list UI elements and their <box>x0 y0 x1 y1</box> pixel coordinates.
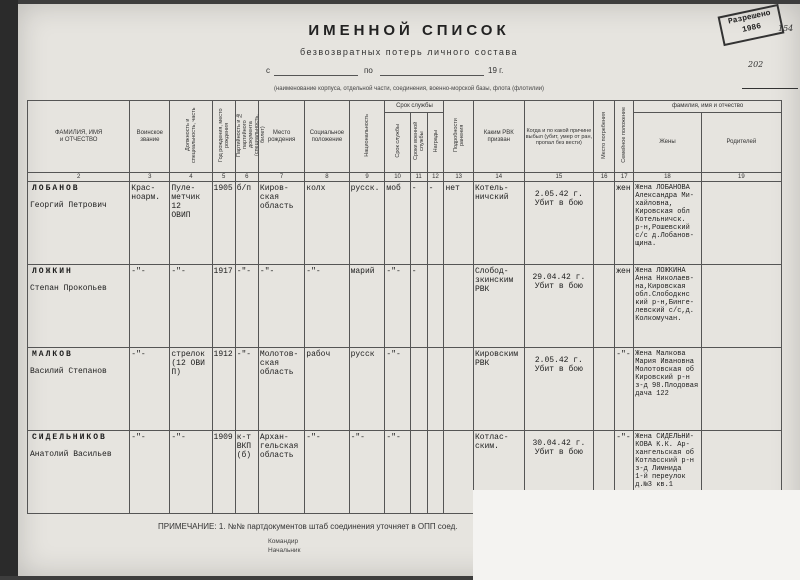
party-cell <box>235 265 258 348</box>
col11-cell <box>427 182 444 265</box>
date-reason-cell <box>524 182 594 265</box>
date-reason-cell <box>524 348 594 431</box>
name-cell <box>28 431 130 514</box>
header-parents: Родителей <box>701 113 781 173</box>
column-number-row <box>28 173 782 182</box>
column-number: 19 <box>701 173 781 182</box>
parents <box>702 182 781 186</box>
header-name: ФАМИЛИЯ, ИМЯ и ОТЧЕСТВО <box>28 101 130 173</box>
rvk-cell <box>473 182 524 265</box>
last-name: ЛОЖКИН <box>32 267 73 276</box>
party: к-т ВКП(б) <box>236 433 252 460</box>
name-cell <box>28 265 130 348</box>
birth-year: 1912 <box>213 350 233 359</box>
col12-cell <box>444 431 474 514</box>
wife: Жена ЛОБАНОВА Александра Ми- хайловна, Кировская обл Котельничск. р-н,Рошевский с/с д.Лобанов- щина. <box>635 184 695 248</box>
social: -"- <box>306 433 321 442</box>
first-names: Георгий Петрович <box>30 201 107 210</box>
header-service-group: Срок службы <box>385 101 444 113</box>
page-edge <box>0 0 18 576</box>
column-number: 6 <box>235 173 258 182</box>
col10: - <box>411 267 417 276</box>
header-service-dates: Сроки военной службы <box>410 113 427 173</box>
col12-cell <box>444 265 474 348</box>
birth-year-cell <box>212 182 235 265</box>
column-number: 13 <box>444 173 474 182</box>
col11: - <box>428 184 434 193</box>
nationality-cell <box>349 265 385 348</box>
wife: Жена СИДЕЛЬНИ- КОВА К.К. Ар- хангельская об Котласский р-н з-д Лимнида 1-й переулок д.№3 кв.1 <box>635 433 695 489</box>
date-mid: по <box>364 66 373 75</box>
rank: Крас- ноарм. <box>131 184 161 202</box>
column-number: 17 <box>615 173 634 182</box>
wife-cell <box>634 348 701 431</box>
header-rvk: Каким РВК призван <box>473 101 524 173</box>
header-birthplace: Место рождения <box>258 101 304 173</box>
position: Пуле- метчик 12 ОВИП <box>171 184 201 220</box>
col12 <box>444 348 473 352</box>
column-number: 12 <box>427 173 444 182</box>
name-cell <box>28 182 130 265</box>
table-row <box>28 265 782 348</box>
birth-year: 1917 <box>213 267 233 276</box>
footer-note: ПРИМЕЧАНИЕ: 1. №№ партдокументов штаб соединения уточняет в ОПП соед. <box>158 522 458 531</box>
birthplace: Архан- гельская область <box>259 433 299 460</box>
column-number: 15 <box>524 173 594 182</box>
col11-cell <box>427 265 444 348</box>
birthplace-cell <box>258 182 304 265</box>
rank-cell <box>130 348 170 431</box>
column-number: 3 <box>130 173 170 182</box>
column-number: 7 <box>258 173 304 182</box>
losses-table <box>27 100 782 514</box>
document-page <box>18 4 800 576</box>
unit-note: (наименование корпуса, отдельной части, соединения, военно-морской базы, флота (флотилии) <box>273 86 545 92</box>
party: -"- <box>236 350 252 359</box>
party-cell <box>235 431 258 514</box>
col10 <box>411 431 427 435</box>
service-cell <box>385 431 410 514</box>
footer-commander: Командир <box>268 538 299 545</box>
header-rank: Воинское звание <box>130 101 170 173</box>
nationality: -"- <box>350 433 365 442</box>
header-family-group: фамилия, имя и отчество <box>634 101 782 113</box>
service-cell <box>385 182 410 265</box>
nationality: марий <box>350 267 375 276</box>
birth-year: 1905 <box>213 184 233 193</box>
col11 <box>428 265 444 269</box>
party-cell <box>235 348 258 431</box>
col12: нет <box>445 184 460 193</box>
birth-year-cell <box>212 431 235 514</box>
header-position: Должность и специальность, часть <box>170 101 212 173</box>
records-body <box>28 182 782 514</box>
marital: -"- <box>616 433 631 442</box>
parents-cell <box>701 265 781 348</box>
first-names: Анатолий Васильев <box>30 450 112 459</box>
column-number: 4 <box>170 173 212 182</box>
header-marital: Семейное положение <box>615 101 634 173</box>
party: б/п <box>236 184 252 193</box>
position: -"- <box>171 267 186 276</box>
rvk-cell <box>473 265 524 348</box>
birthplace-cell <box>258 265 304 348</box>
header-social: Социальное положение <box>305 101 349 173</box>
rank-cell <box>130 265 170 348</box>
col11-cell <box>427 348 444 431</box>
parents-cell <box>701 348 781 431</box>
rank-cell <box>130 182 170 265</box>
header-date-reason: Когда и по какой причине выбыл (убит, умер от ран, пропал без вести) <box>524 101 594 173</box>
rvk: Котлас- ским. <box>474 433 509 451</box>
document-title: ИМЕННОЙ СПИСОК <box>308 22 510 39</box>
social-cell <box>305 431 349 514</box>
social: колх <box>306 184 326 193</box>
nationality-cell <box>349 182 385 265</box>
header-burial: Место погребения <box>594 101 615 173</box>
col10-cell <box>410 182 427 265</box>
service: -"- <box>386 433 401 442</box>
marital: жен <box>616 184 631 193</box>
burial <box>594 182 614 186</box>
service: -"- <box>386 267 401 276</box>
date-prefix: с <box>266 66 270 75</box>
marital: жен <box>616 267 631 276</box>
birthplace: Молотов- ская область <box>259 350 299 377</box>
service-cell <box>385 348 410 431</box>
position-cell <box>170 265 212 348</box>
footer-chief: Начальник <box>268 547 301 554</box>
column-number: 18 <box>634 173 701 182</box>
burial <box>594 431 614 435</box>
column-number: 10 <box>385 173 410 182</box>
column-number: 14 <box>473 173 524 182</box>
marital: -"- <box>616 350 631 359</box>
birthplace: -"- <box>259 267 275 276</box>
column-number: 16 <box>594 173 615 182</box>
column-number: 9 <box>349 173 385 182</box>
nationality-cell <box>349 348 385 431</box>
burial-cell <box>594 265 615 348</box>
birth-year-cell <box>212 348 235 431</box>
birthplace: Киров- ская область <box>259 184 294 211</box>
marital-cell <box>615 348 634 431</box>
parents-cell <box>701 182 781 265</box>
social: -"- <box>306 267 321 276</box>
marital-cell <box>615 265 634 348</box>
last-name: ЛОБАНОВ <box>32 184 80 193</box>
col10: - <box>411 184 417 193</box>
burial-cell <box>594 182 615 265</box>
service: -"- <box>386 350 401 359</box>
col11 <box>428 348 444 352</box>
header-group-row <box>28 101 782 113</box>
parents <box>702 265 781 269</box>
rvk-cell <box>473 348 524 431</box>
social-cell <box>305 265 349 348</box>
col11 <box>428 431 444 435</box>
date-reason-cell <box>524 265 594 348</box>
date-reason: 2.05.42 г. Убит в бою <box>534 190 583 208</box>
col12 <box>444 265 473 269</box>
rvk: Слобод- зкинским РВК <box>474 267 514 294</box>
torn-corner <box>473 490 800 580</box>
marital-cell <box>615 182 634 265</box>
last-name: МАЛКОВ <box>32 350 73 359</box>
col10-cell <box>410 348 427 431</box>
wife-cell <box>634 182 701 265</box>
col12-cell <box>444 348 474 431</box>
date-from-line <box>274 75 358 76</box>
col12-cell <box>444 182 474 265</box>
first-names: Василий Степанов <box>30 367 107 376</box>
birth-year-cell <box>212 265 235 348</box>
position-cell <box>170 348 212 431</box>
social-cell <box>305 182 349 265</box>
nationality-cell <box>349 431 385 514</box>
date-to-line <box>380 75 484 76</box>
parents <box>702 431 781 435</box>
table-row <box>28 348 782 431</box>
rank-cell <box>130 431 170 514</box>
document-subtitle: безвозвратных потерь личного состава <box>299 47 519 57</box>
table-row <box>28 182 782 265</box>
rank: -"- <box>131 433 146 442</box>
rvk: Кировским РВК <box>474 350 519 368</box>
col10 <box>411 348 427 352</box>
rank: -"- <box>131 267 146 276</box>
burial <box>594 265 614 269</box>
service: моб <box>386 184 401 193</box>
birthplace-cell <box>258 348 304 431</box>
header-nationality: Национальность <box>349 101 385 173</box>
burial <box>594 348 614 352</box>
header-wife: Жены <box>634 113 701 173</box>
nationality: русск. <box>350 184 380 193</box>
rvk: Котель- ничский <box>474 184 509 202</box>
position: стрелок (12 ОВИП) <box>171 350 205 377</box>
date-reason: 30.04.42 г. Убит в бою <box>532 439 586 457</box>
party: -"- <box>236 267 252 276</box>
handwritten-underline <box>742 88 798 89</box>
social-cell <box>305 348 349 431</box>
column-number: 2 <box>28 173 130 182</box>
col10-cell <box>410 431 427 514</box>
date-reason: 2.05.42 г. Убит в бою <box>534 356 583 374</box>
col10-cell <box>410 265 427 348</box>
header-birth-year: Год рождения, место рождения <box>212 101 235 173</box>
burial-cell <box>594 348 615 431</box>
party-cell <box>235 182 258 265</box>
parents <box>702 348 781 352</box>
header-awards: Награды <box>427 113 444 173</box>
nationality: русск <box>350 350 375 359</box>
last-name: СИДЕЛЬНИКОВ <box>32 433 107 442</box>
handwritten-list-number: 202 <box>748 60 764 69</box>
column-number: 11 <box>410 173 427 182</box>
header-wound: Подробности ранения <box>444 101 474 173</box>
wife: Жена ЛОЖКИНА Анна Николаев- на,Кировская обл.Слободкнс кий р-н,Бинге- левский с/с,д. Колкомучан. <box>635 267 695 323</box>
birth-year: 1909 <box>213 433 233 442</box>
service-cell <box>385 265 410 348</box>
col12 <box>444 431 473 435</box>
rank: -"- <box>131 350 146 359</box>
name-cell <box>28 348 130 431</box>
archive-stamp: Разрешено 1986 <box>718 4 785 46</box>
position-cell <box>170 182 212 265</box>
header-party: Партийность и № партийного документа (специальность, билет) <box>235 101 258 173</box>
date-reason: 29.04.42 г. Убит в бою <box>532 273 586 291</box>
header-service: Срок службы <box>385 113 410 173</box>
wife: Жена Малкова Мария Ивановна Молотовская об Кировский р-н з-д 98.Плодовая дача 122 <box>635 350 699 398</box>
birthplace-cell <box>258 431 304 514</box>
date-suffix: 19 г. <box>488 66 504 75</box>
first-names: Степан Прокопьев <box>30 284 107 293</box>
column-number: 8 <box>305 173 349 182</box>
column-number: 5 <box>212 173 235 182</box>
wife-cell <box>634 265 701 348</box>
position: -"- <box>171 433 186 442</box>
handwritten-sheet-number: 154 <box>778 24 794 33</box>
social: рабоч <box>306 350 331 359</box>
col11-cell <box>427 431 444 514</box>
position-cell <box>170 431 212 514</box>
